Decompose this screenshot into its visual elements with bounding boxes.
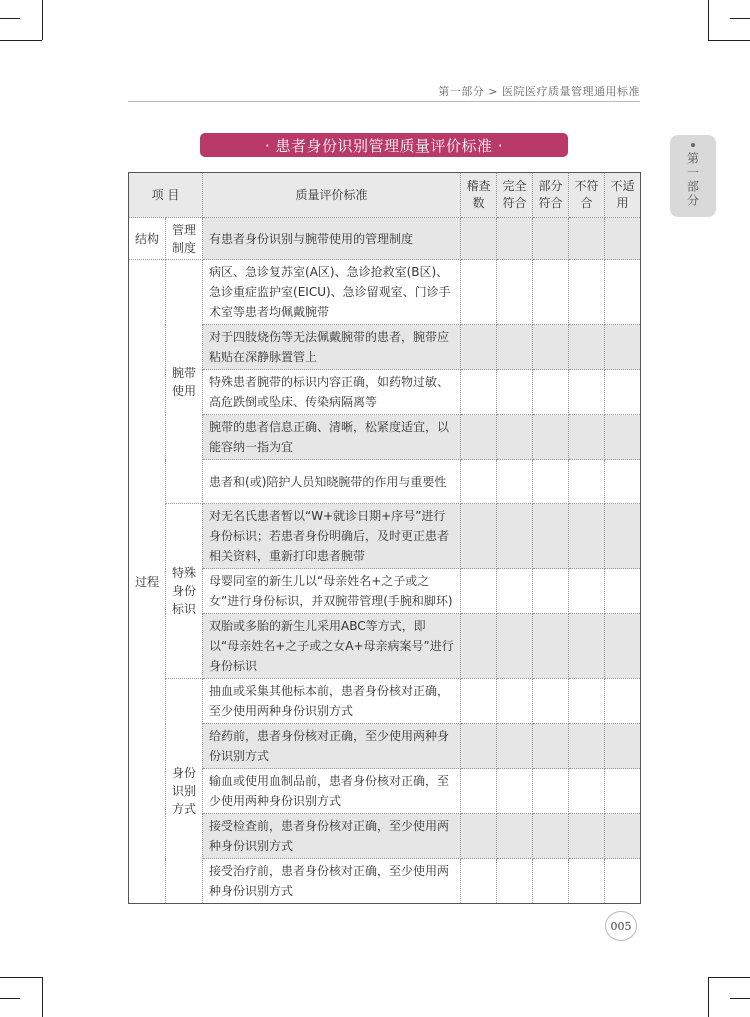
criterion: 母婴同室的新生儿以“母亲姓名+之子或之女”进行身份标识，并双腕带管理(手腕和脚环) bbox=[203, 569, 461, 614]
check-cell[interactable] bbox=[461, 260, 497, 325]
header-non: 不符合 bbox=[569, 173, 605, 218]
check-cell[interactable] bbox=[533, 569, 569, 614]
table-row bbox=[129, 370, 641, 415]
page-title: · 患者身份识别管理质量评价标准 · bbox=[200, 133, 568, 157]
check-cell[interactable] bbox=[533, 614, 569, 679]
check-cell[interactable] bbox=[533, 679, 569, 724]
check-cell[interactable] bbox=[461, 859, 497, 904]
check-cell[interactable] bbox=[569, 325, 605, 370]
check-cell[interactable] bbox=[605, 679, 641, 724]
criterion: 接受治疗前，患者身份核对正确，至少使用两种身份识别方式 bbox=[203, 859, 461, 904]
subcategory: 腕带使用 bbox=[166, 260, 203, 504]
check-cell[interactable] bbox=[497, 260, 533, 325]
check-cell[interactable] bbox=[569, 504, 605, 569]
crop-mark bbox=[708, 977, 709, 1017]
crop-mark bbox=[42, 977, 43, 1017]
check-cell[interactable] bbox=[605, 218, 641, 260]
check-cell[interactable] bbox=[605, 569, 641, 614]
table-row bbox=[129, 569, 641, 614]
check-cell[interactable] bbox=[497, 859, 533, 904]
check-cell[interactable] bbox=[533, 370, 569, 415]
header-partial: 部分符合 bbox=[533, 173, 569, 218]
criterion: 腕带的患者信息正确、清晰，松紧度适宜，以能容纳一指为宜 bbox=[203, 415, 461, 460]
check-cell[interactable] bbox=[605, 814, 641, 859]
check-cell[interactable] bbox=[497, 325, 533, 370]
crop-mark bbox=[730, 18, 750, 19]
criterion: 对于四肢烧伤等无法佩戴腕带的患者，腕带应粘贴在深静脉置管上 bbox=[203, 325, 461, 370]
check-cell[interactable] bbox=[497, 679, 533, 724]
check-cell[interactable] bbox=[605, 769, 641, 814]
table-row bbox=[129, 859, 641, 904]
crop-mark bbox=[0, 40, 42, 41]
check-cell[interactable] bbox=[605, 370, 641, 415]
check-cell[interactable] bbox=[497, 569, 533, 614]
check-cell[interactable] bbox=[569, 460, 605, 504]
table-row bbox=[129, 769, 641, 814]
table-row bbox=[129, 614, 641, 679]
check-cell[interactable] bbox=[605, 325, 641, 370]
section-side-tab bbox=[670, 135, 716, 217]
category-process: 过程 bbox=[129, 260, 166, 904]
check-cell[interactable] bbox=[533, 460, 569, 504]
criterion: 双胎或多胎的新生儿采用ABC等方式，即以“母亲姓名+之子或之女A+母亲病案号”进行身份标识 bbox=[203, 614, 461, 679]
table-row bbox=[129, 218, 641, 260]
check-cell[interactable] bbox=[569, 415, 605, 460]
check-cell[interactable] bbox=[461, 724, 497, 769]
criterion: 输血或使用血制品前，患者身份核对正确，至少使用两种身份识别方式 bbox=[203, 769, 461, 814]
criterion: 患者和(或)陪护人员知晓腕带的作用与重要性 bbox=[203, 460, 461, 504]
check-cell[interactable] bbox=[569, 859, 605, 904]
check-cell[interactable] bbox=[497, 460, 533, 504]
check-cell[interactable] bbox=[605, 724, 641, 769]
table-row bbox=[129, 724, 641, 769]
check-cell[interactable] bbox=[569, 724, 605, 769]
check-cell[interactable] bbox=[569, 370, 605, 415]
check-cell[interactable] bbox=[533, 218, 569, 260]
criterion: 特殊患者腕带的标识内容正确，如药物过敏、高危跌倒或坠床、传染病隔离等 bbox=[203, 370, 461, 415]
category-structure: 结构 bbox=[129, 218, 166, 260]
table-row bbox=[129, 679, 641, 724]
check-cell[interactable] bbox=[497, 814, 533, 859]
check-cell[interactable] bbox=[461, 325, 497, 370]
table-row bbox=[129, 260, 641, 325]
check-cell[interactable] bbox=[569, 679, 605, 724]
header-full: 完全符合 bbox=[497, 173, 533, 218]
check-cell[interactable] bbox=[569, 218, 605, 260]
check-cell[interactable] bbox=[461, 569, 497, 614]
check-cell[interactable] bbox=[461, 769, 497, 814]
criterion: 抽血或采集其他标本前，患者身份核对正确，至少使用两种身份识别方式 bbox=[203, 679, 461, 724]
crop-mark bbox=[708, 0, 709, 40]
criterion: 接受检查前，患者身份核对正确，至少使用两种身份识别方式 bbox=[203, 814, 461, 859]
check-cell[interactable] bbox=[533, 504, 569, 569]
check-cell[interactable] bbox=[569, 614, 605, 679]
table-header-row bbox=[129, 173, 641, 218]
subcategory: 特殊身份标识 bbox=[166, 504, 203, 679]
check-cell[interactable] bbox=[533, 325, 569, 370]
table-row bbox=[129, 415, 641, 460]
table-row bbox=[129, 325, 641, 370]
check-cell[interactable] bbox=[497, 769, 533, 814]
check-cell[interactable] bbox=[497, 504, 533, 569]
check-cell[interactable] bbox=[605, 415, 641, 460]
header-na: 不适用 bbox=[605, 173, 641, 218]
check-cell[interactable] bbox=[497, 614, 533, 679]
header-item: 项 目 bbox=[129, 173, 203, 218]
check-cell[interactable] bbox=[461, 504, 497, 569]
check-cell[interactable] bbox=[533, 260, 569, 325]
crop-mark bbox=[0, 977, 42, 978]
check-cell[interactable] bbox=[497, 415, 533, 460]
check-cell[interactable] bbox=[461, 814, 497, 859]
header-rule bbox=[128, 101, 640, 102]
criterion: 病区、急诊复苏室(A区)、急诊抢救室(B区)、急诊重症监护室(EICU)、急诊留观室、门诊手术室等患者均佩戴腕带 bbox=[203, 260, 461, 325]
table-row bbox=[129, 814, 641, 859]
check-cell[interactable] bbox=[569, 769, 605, 814]
check-cell[interactable] bbox=[461, 218, 497, 260]
criterion: 对无名氏患者暂以“W+就诊日期+序号”进行身份标识；若患者身份明确后，及时更正患者相关资料，重新打印患者腕带 bbox=[203, 504, 461, 569]
check-cell[interactable] bbox=[533, 769, 569, 814]
check-cell[interactable] bbox=[605, 614, 641, 679]
crop-mark bbox=[0, 998, 20, 999]
check-cell[interactable] bbox=[461, 614, 497, 679]
table-row bbox=[129, 460, 641, 504]
check-cell[interactable] bbox=[569, 260, 605, 325]
check-cell[interactable] bbox=[461, 415, 497, 460]
check-cell[interactable] bbox=[569, 814, 605, 859]
crop-mark bbox=[0, 18, 20, 19]
check-cell[interactable] bbox=[533, 415, 569, 460]
check-cell[interactable] bbox=[461, 370, 497, 415]
page-number: 005 bbox=[605, 911, 637, 941]
crop-mark bbox=[730, 998, 750, 999]
check-cell[interactable] bbox=[605, 859, 641, 904]
check-cell[interactable] bbox=[497, 370, 533, 415]
check-cell[interactable] bbox=[497, 218, 533, 260]
header-criteria: 质量评价标准 bbox=[203, 173, 461, 218]
side-tab-label: 第一部分 bbox=[685, 152, 700, 208]
criterion: 有患者身份识别与腕带使用的管理制度 bbox=[203, 218, 461, 260]
check-cell[interactable] bbox=[605, 260, 641, 325]
check-cell[interactable] bbox=[605, 460, 641, 504]
subcategory: 身份识别方式 bbox=[166, 679, 203, 904]
criterion: 给药前，患者身份核对正确，至少使用两种身份识别方式 bbox=[203, 724, 461, 769]
check-cell[interactable] bbox=[533, 814, 569, 859]
crop-mark bbox=[708, 977, 750, 978]
check-cell[interactable] bbox=[533, 724, 569, 769]
check-cell[interactable] bbox=[461, 460, 497, 504]
table-row bbox=[129, 504, 641, 569]
header-check-count: 稽查数 bbox=[461, 173, 497, 218]
side-tab-dot bbox=[691, 143, 695, 147]
check-cell[interactable] bbox=[461, 679, 497, 724]
subcategory: 管理制度 bbox=[166, 218, 203, 260]
evaluation-table bbox=[128, 172, 641, 904]
crop-mark bbox=[42, 0, 43, 40]
check-cell[interactable] bbox=[569, 569, 605, 614]
crop-mark bbox=[708, 40, 750, 41]
check-cell[interactable] bbox=[533, 859, 569, 904]
check-cell[interactable] bbox=[497, 724, 533, 769]
check-cell[interactable] bbox=[605, 504, 641, 569]
running-header: 第一部分 > 医院医疗质量管理通用标准 bbox=[438, 85, 640, 98]
